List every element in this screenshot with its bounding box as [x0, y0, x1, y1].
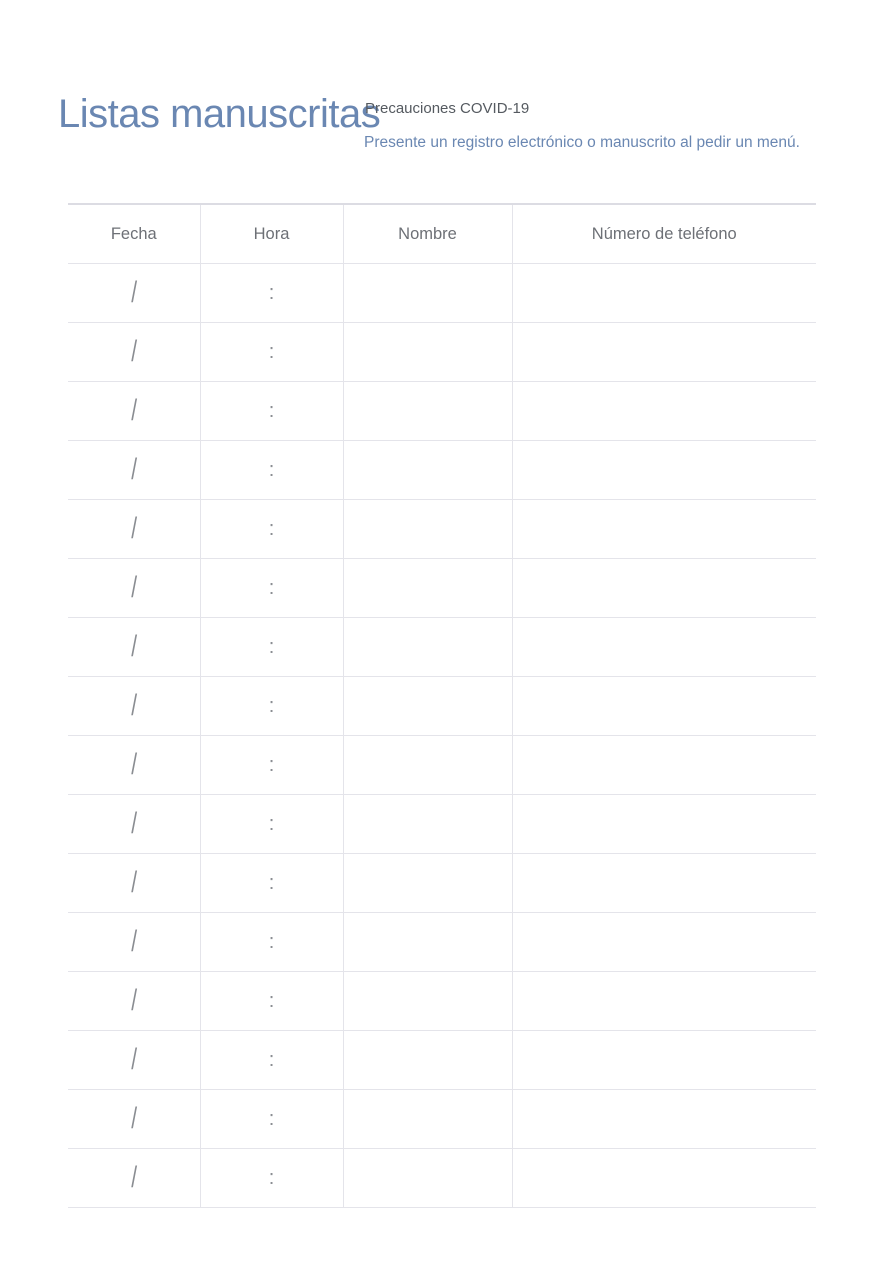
name-cell[interactable]: [343, 1090, 512, 1149]
time-separator: :: [268, 399, 275, 422]
time-cell[interactable]: [200, 441, 343, 500]
table-row: [68, 1149, 816, 1208]
column-header-date: Fecha: [68, 204, 200, 264]
date-cell[interactable]: [68, 1031, 200, 1090]
name-cell[interactable]: [343, 677, 512, 736]
name-cell[interactable]: [343, 1031, 512, 1090]
date-separator: /: [130, 984, 137, 1017]
phone-cell[interactable]: [512, 500, 816, 559]
date-cell[interactable]: [68, 913, 200, 972]
date-separator: /: [130, 1102, 137, 1135]
date-cell[interactable]: [68, 559, 200, 618]
date-separator: /: [130, 807, 137, 840]
date-cell[interactable]: [68, 382, 200, 441]
date-cell[interactable]: [68, 736, 200, 795]
date-separator: /: [130, 925, 137, 958]
table-row: [68, 441, 816, 500]
phone-cell[interactable]: [512, 795, 816, 854]
time-cell[interactable]: [200, 736, 343, 795]
time-cell[interactable]: [200, 972, 343, 1031]
date-separator: /: [130, 1161, 137, 1194]
name-cell[interactable]: [343, 382, 512, 441]
phone-cell[interactable]: [512, 972, 816, 1031]
date-cell[interactable]: [68, 854, 200, 913]
time-separator: :: [268, 1166, 275, 1189]
date-cell[interactable]: [68, 972, 200, 1031]
table-row: [68, 1090, 816, 1149]
phone-cell[interactable]: [512, 736, 816, 795]
phone-cell[interactable]: [512, 913, 816, 972]
table-row: [68, 618, 816, 677]
name-cell[interactable]: [343, 559, 512, 618]
phone-cell[interactable]: [512, 264, 816, 323]
time-separator: :: [268, 812, 275, 835]
table-body: [68, 264, 816, 1208]
date-separator: /: [130, 394, 137, 427]
time-separator: :: [268, 635, 275, 658]
column-header-name: Nombre: [343, 204, 512, 264]
phone-cell[interactable]: [512, 323, 816, 382]
table-row: [68, 1031, 816, 1090]
table-row: [68, 264, 816, 323]
time-cell[interactable]: [200, 559, 343, 618]
table-header-row: [68, 204, 816, 264]
date-cell[interactable]: [68, 677, 200, 736]
date-cell[interactable]: [68, 500, 200, 559]
table-row: [68, 323, 816, 382]
name-cell[interactable]: [343, 323, 512, 382]
time-separator: :: [268, 458, 275, 481]
time-separator: :: [268, 340, 275, 363]
date-cell[interactable]: [68, 618, 200, 677]
time-cell[interactable]: [200, 1031, 343, 1090]
time-cell[interactable]: [200, 264, 343, 323]
time-separator: :: [268, 517, 275, 540]
table-row: [68, 854, 816, 913]
log-table: [68, 203, 816, 1208]
phone-cell[interactable]: [512, 441, 816, 500]
time-separator: :: [268, 753, 275, 776]
name-cell[interactable]: [343, 618, 512, 677]
time-separator: :: [268, 871, 275, 894]
name-cell[interactable]: [343, 264, 512, 323]
date-cell[interactable]: [68, 795, 200, 854]
time-separator: :: [268, 930, 275, 953]
time-cell[interactable]: [200, 854, 343, 913]
phone-cell[interactable]: [512, 677, 816, 736]
time-separator: :: [268, 576, 275, 599]
date-separator: /: [130, 866, 137, 899]
time-cell[interactable]: [200, 1090, 343, 1149]
date-cell[interactable]: [68, 264, 200, 323]
phone-cell[interactable]: [512, 382, 816, 441]
time-cell[interactable]: [200, 500, 343, 559]
time-separator: :: [268, 989, 275, 1012]
table-row: [68, 677, 816, 736]
time-cell[interactable]: [200, 1149, 343, 1208]
phone-cell[interactable]: [512, 854, 816, 913]
name-cell[interactable]: [343, 500, 512, 559]
name-cell[interactable]: [343, 795, 512, 854]
name-cell[interactable]: [343, 854, 512, 913]
time-separator: :: [268, 694, 275, 717]
time-cell[interactable]: [200, 382, 343, 441]
time-separator: :: [268, 1048, 275, 1071]
page-subtitle: Precauciones COVID-19: [365, 100, 530, 117]
time-cell[interactable]: [200, 323, 343, 382]
table-row: [68, 559, 816, 618]
phone-cell[interactable]: [512, 1090, 816, 1149]
date-separator: /: [130, 453, 137, 486]
time-cell[interactable]: [200, 677, 343, 736]
date-separator: /: [130, 689, 137, 722]
date-separator: /: [130, 630, 137, 663]
name-cell[interactable]: [343, 1149, 512, 1208]
phone-cell[interactable]: [512, 559, 816, 618]
date-separator: /: [130, 276, 137, 309]
name-cell[interactable]: [343, 972, 512, 1031]
date-separator: /: [130, 571, 137, 604]
date-separator: /: [130, 512, 137, 545]
instruction-note: Presente un registro electrónico o manuscrito al pedir un menú.: [364, 134, 800, 151]
table-row: [68, 913, 816, 972]
table-row: [68, 736, 816, 795]
time-cell[interactable]: [200, 913, 343, 972]
date-separator: /: [130, 748, 137, 781]
time-cell[interactable]: [200, 618, 343, 677]
page-title: Listas manuscritas: [58, 92, 381, 136]
date-cell[interactable]: [68, 441, 200, 500]
date-cell[interactable]: [68, 323, 200, 382]
phone-cell[interactable]: [512, 618, 816, 677]
date-separator: /: [130, 1043, 137, 1076]
date-cell[interactable]: [68, 1149, 200, 1208]
date-separator: /: [130, 335, 137, 368]
phone-cell[interactable]: [512, 1149, 816, 1208]
log-sheet: [68, 203, 816, 1208]
time-cell[interactable]: [200, 795, 343, 854]
table-row: [68, 500, 816, 559]
name-cell[interactable]: [343, 736, 512, 795]
column-header-time: Hora: [200, 204, 343, 264]
table-row: [68, 382, 816, 441]
date-cell[interactable]: [68, 1090, 200, 1149]
table-row: [68, 972, 816, 1031]
table-row: [68, 795, 816, 854]
time-separator: :: [268, 281, 275, 304]
phone-cell[interactable]: [512, 1031, 816, 1090]
time-separator: :: [268, 1107, 275, 1130]
name-cell[interactable]: [343, 441, 512, 500]
column-header-phone: Número de teléfono: [512, 204, 816, 264]
name-cell[interactable]: [343, 913, 512, 972]
